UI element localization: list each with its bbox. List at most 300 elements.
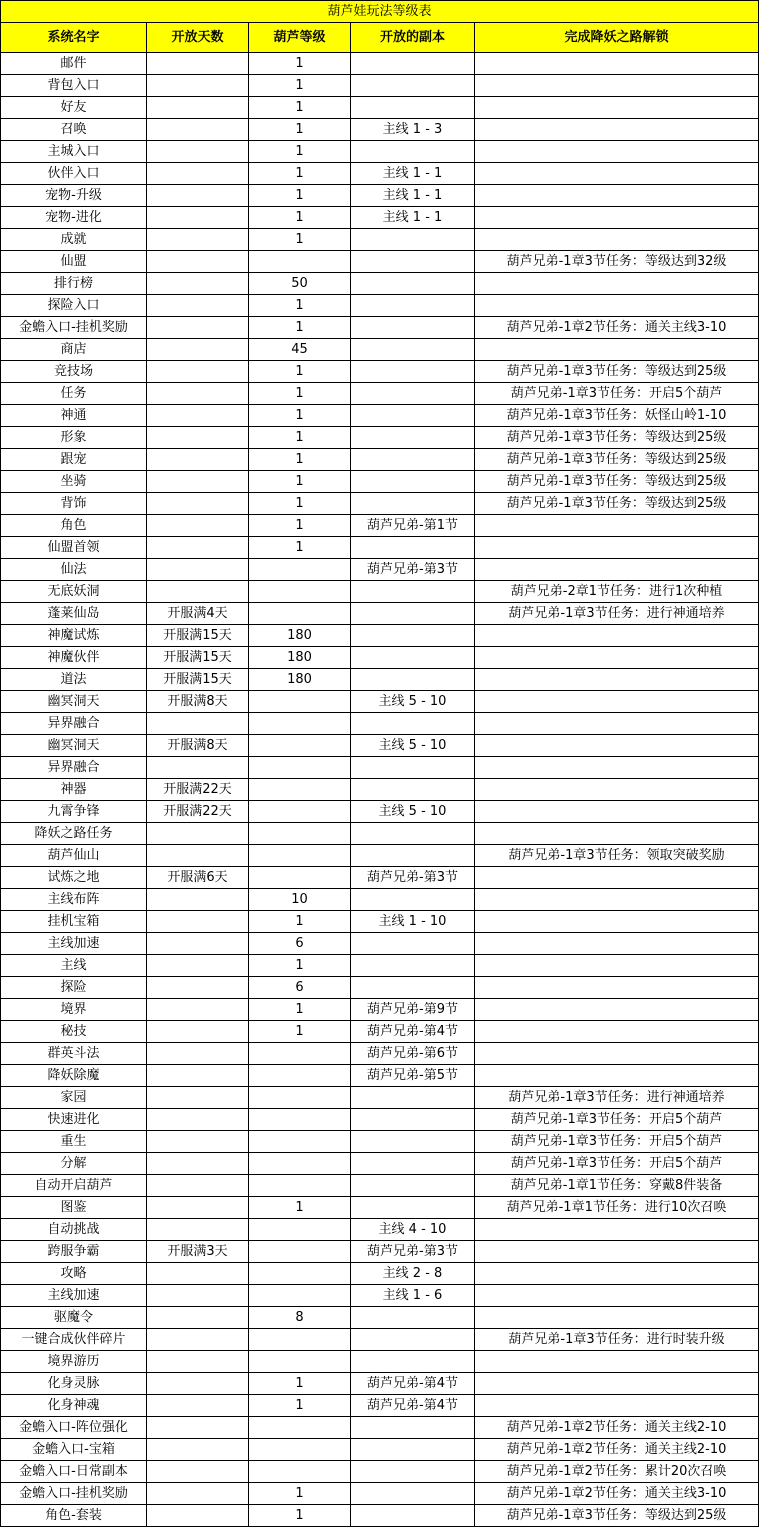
dungeon-cell: 葫芦兄弟-第4节 [351,1373,475,1395]
unlock-task-cell [475,1043,759,1065]
gourd-level-cell: 1 [249,295,351,317]
system-name-cell: 宠物-进化 [1,207,147,229]
system-name-cell: 境界 [1,999,147,1021]
table-row [1,867,759,889]
gourd-level-cell [249,1087,351,1109]
system-name-cell: 任务 [1,383,147,405]
unlock-task-cell [475,339,759,361]
table-row [1,933,759,955]
open-days-cell [147,493,249,515]
system-name-cell: 主线布阵 [1,889,147,911]
dungeon-cell [351,1153,475,1175]
gourd-level-cell: 1 [249,1373,351,1395]
dungeon-cell: 主线 1 - 10 [351,911,475,933]
system-name-cell: 一键合成伙伴碎片 [1,1329,147,1351]
system-name-cell: 驱魔令 [1,1307,147,1329]
system-name-cell: 神魔试炼 [1,625,147,647]
gourd-level-cell [249,1153,351,1175]
dungeon-cell [351,1351,475,1373]
gourd-level-cell [249,757,351,779]
open-days-cell [147,449,249,471]
system-name-cell: 金蟾入口-挂机奖励 [1,1483,147,1505]
unlock-task-cell: 葫芦兄弟-1章3节任务：等级达到25级 [475,471,759,493]
dungeon-cell: 主线 2 - 8 [351,1263,475,1285]
dungeon-cell: 葫芦兄弟-第5节 [351,1065,475,1087]
table-row [1,185,759,207]
table-row [1,1043,759,1065]
table-body [1,53,759,1527]
open-days-cell: 开服满15天 [147,647,249,669]
unlock-task-cell: 葫芦兄弟-1章3节任务：进行时装升级 [475,1329,759,1351]
table-row [1,295,759,317]
open-days-cell [147,383,249,405]
gourd-level-cell: 1 [249,185,351,207]
system-name-cell: 道法 [1,669,147,691]
open-days-cell [147,581,249,603]
open-days-cell [147,845,249,867]
gourd-level-cell [249,603,351,625]
table-row [1,823,759,845]
table-row [1,1483,759,1505]
open-days-cell [147,1263,249,1285]
table-row [1,603,759,625]
system-name-cell: 秘技 [1,1021,147,1043]
open-days-cell [147,1439,249,1461]
unlock-task-cell: 葫芦兄弟-1章2节任务：累计20次召唤 [475,1461,759,1483]
system-name-cell: 九霄争锋 [1,801,147,823]
system-name-cell: 降妖除魔 [1,1065,147,1087]
system-name-cell: 挂机宝箱 [1,911,147,933]
unlock-task-cell [475,889,759,911]
unlock-task-cell [475,757,759,779]
gourd-level-cell [249,1043,351,1065]
dungeon-cell: 主线 1 - 1 [351,207,475,229]
system-name-cell: 坐骑 [1,471,147,493]
open-days-cell [147,1483,249,1505]
open-days-cell [147,53,249,75]
system-name-cell: 金蟾入口-阵位强化 [1,1417,147,1439]
table-row [1,1197,759,1219]
title-row [1,1,759,23]
unlock-task-cell [475,823,759,845]
open-days-cell [147,1329,249,1351]
system-name-cell: 神通 [1,405,147,427]
gourd-level-cell: 1 [249,207,351,229]
dungeon-cell [351,427,475,449]
open-days-cell [147,273,249,295]
table-row [1,53,759,75]
system-name-cell: 葫芦仙山 [1,845,147,867]
dungeon-cell [351,955,475,977]
table-row [1,1439,759,1461]
unlock-task-cell: 葫芦兄弟-1章2节任务：通关主线3-10 [475,1483,759,1505]
system-name-cell: 神魔伙伴 [1,647,147,669]
system-name-cell: 幽冥洞天 [1,691,147,713]
open-days-cell [147,427,249,449]
open-days-cell [147,999,249,1021]
dungeon-cell: 主线 1 - 1 [351,185,475,207]
dungeon-cell [351,1505,475,1527]
unlock-task-cell [475,1219,759,1241]
dungeon-cell [351,757,475,779]
gourd-level-cell [249,1329,351,1351]
table-row [1,1329,759,1351]
table-row [1,977,759,999]
unlock-task-cell: 葫芦兄弟-1章3节任务：开启5个葫芦 [475,1109,759,1131]
table-row [1,1109,759,1131]
open-days-cell [147,405,249,427]
table-row [1,97,759,119]
unlock-task-cell [475,933,759,955]
table-row [1,559,759,581]
unlock-task-cell: 葫芦兄弟-1章3节任务：等级达到25级 [475,449,759,471]
gourd-level-cell [249,1131,351,1153]
unlock-task-cell [475,779,759,801]
table-row [1,999,759,1021]
unlock-task-cell [475,1307,759,1329]
unlock-task-cell [475,229,759,251]
unlock-task-cell [475,163,759,185]
gourd-level-cell [249,1109,351,1131]
system-name-cell: 分解 [1,1153,147,1175]
dungeon-cell: 葫芦兄弟-第9节 [351,999,475,1021]
open-days-cell [147,163,249,185]
system-name-cell: 蓬莱仙岛 [1,603,147,625]
dungeon-cell: 葫芦兄弟-第3节 [351,867,475,889]
table-row [1,1175,759,1197]
open-days-cell [147,97,249,119]
unlock-task-cell [475,1021,759,1043]
open-days-cell [147,1373,249,1395]
system-name-cell: 境界游历 [1,1351,147,1373]
dungeon-cell [351,889,475,911]
gourd-level-cell: 1 [249,449,351,471]
open-days-cell [147,1153,249,1175]
dungeon-cell [351,581,475,603]
dungeon-cell [351,53,475,75]
dungeon-cell [351,317,475,339]
gourd-level-cell: 180 [249,647,351,669]
unlock-task-cell [475,911,759,933]
table-row [1,1395,759,1417]
system-name-cell: 好友 [1,97,147,119]
open-days-cell [147,889,249,911]
open-days-cell [147,1043,249,1065]
system-name-cell: 试炼之地 [1,867,147,889]
system-name-cell: 角色 [1,515,147,537]
gourd-level-cell [249,823,351,845]
unlock-task-cell [475,185,759,207]
header-row [1,23,759,53]
gourd-level-cell: 1 [249,911,351,933]
gourd-level-cell: 1 [249,1395,351,1417]
gourd-level-cell: 1 [249,229,351,251]
open-days-cell [147,361,249,383]
unlock-task-cell: 葫芦兄弟-1章3节任务：进行神通培养 [475,1087,759,1109]
dungeon-cell [351,1109,475,1131]
open-days-cell: 开服满4天 [147,603,249,625]
system-name-cell: 主城入口 [1,141,147,163]
dungeon-cell: 主线 1 - 3 [351,119,475,141]
open-days-cell [147,185,249,207]
dungeon-cell [351,449,475,471]
open-days-cell [147,295,249,317]
gourd-level-cell [249,251,351,273]
table-row [1,383,759,405]
gourd-level-cell: 1 [249,97,351,119]
dungeon-cell [351,141,475,163]
gourd-level-cell: 1 [249,1483,351,1505]
dungeon-cell [351,1329,475,1351]
open-days-cell [147,823,249,845]
dungeon-cell [351,1175,475,1197]
dungeon-cell [351,273,475,295]
table-row [1,537,759,559]
system-name-cell: 竞技场 [1,361,147,383]
table-row [1,1065,759,1087]
gourd-level-cell [249,1439,351,1461]
open-days-cell: 开服满3天 [147,1241,249,1263]
system-name-cell: 金蟾入口-宝箱 [1,1439,147,1461]
table-row [1,889,759,911]
unlock-task-cell [475,1285,759,1307]
gourd-level-cell [249,779,351,801]
gourd-level-cell: 8 [249,1307,351,1329]
system-name-cell: 成就 [1,229,147,251]
dungeon-cell [351,229,475,251]
table-row [1,845,759,867]
open-days-cell: 开服满8天 [147,735,249,757]
dungeon-cell: 主线 1 - 6 [351,1285,475,1307]
dungeon-cell [351,779,475,801]
unlock-task-cell [475,713,759,735]
gourd-level-cell: 1 [249,361,351,383]
gourd-level-cell: 1 [249,1197,351,1219]
unlock-task-cell: 葫芦兄弟-1章3节任务：进行神通培养 [475,603,759,625]
unlock-task-cell: 葫芦兄弟-1章1节任务：穿戴8件装备 [475,1175,759,1197]
system-name-cell: 邮件 [1,53,147,75]
open-days-cell [147,537,249,559]
open-days-cell [147,339,249,361]
open-days-cell: 开服满15天 [147,669,249,691]
table-row [1,163,759,185]
unlock-task-cell [475,537,759,559]
table-row [1,779,759,801]
dungeon-cell [351,713,475,735]
open-days-cell [147,1197,249,1219]
dungeon-cell [351,295,475,317]
open-days-cell [147,1395,249,1417]
system-name-cell: 降妖之路任务 [1,823,147,845]
gourd-level-cell: 1 [249,427,351,449]
system-name-cell: 快速进化 [1,1109,147,1131]
open-days-cell [147,911,249,933]
open-days-cell [147,229,249,251]
unlock-task-cell: 葫芦兄弟-1章3节任务：等级达到25级 [475,427,759,449]
dungeon-cell [351,933,475,955]
gourd-level-cell: 180 [249,669,351,691]
col-header-gourd-level: 葫芦等级 [249,23,351,53]
gourd-level-cell [249,867,351,889]
open-days-cell [147,1307,249,1329]
dungeon-cell [351,1087,475,1109]
system-name-cell: 探险 [1,977,147,999]
unlock-task-cell: 葫芦兄弟-1章2节任务：通关主线3-10 [475,317,759,339]
table-row [1,339,759,361]
gourd-level-cell: 1 [249,383,351,405]
open-days-cell [147,251,249,273]
table-row [1,1417,759,1439]
gourd-level-cell: 1 [249,1505,351,1527]
dungeon-cell [351,669,475,691]
gourd-level-cell: 1 [249,317,351,339]
system-name-cell: 攻略 [1,1263,147,1285]
table-row [1,691,759,713]
unlock-task-cell: 葫芦兄弟-1章1节任务：进行10次召唤 [475,1197,759,1219]
dungeon-cell: 葫芦兄弟-第4节 [351,1021,475,1043]
dungeon-cell [351,1417,475,1439]
dungeon-cell [351,97,475,119]
gourd-level-cell [249,1065,351,1087]
open-days-cell [147,1131,249,1153]
table-row [1,1285,759,1307]
unlock-task-cell: 葫芦兄弟-1章3节任务：开启5个葫芦 [475,1153,759,1175]
table-row [1,1263,759,1285]
open-days-cell [147,1109,249,1131]
system-name-cell: 无底妖洞 [1,581,147,603]
system-name-cell: 异界融合 [1,713,147,735]
open-days-cell: 开服满22天 [147,779,249,801]
dungeon-cell [351,1439,475,1461]
unlock-task-cell [475,559,759,581]
gourd-level-cell: 6 [249,977,351,999]
unlock-task-cell: 葫芦兄弟-1章2节任务：通关主线2-10 [475,1439,759,1461]
unlock-task-cell [475,97,759,119]
system-name-cell: 宠物-升级 [1,185,147,207]
system-name-cell: 召唤 [1,119,147,141]
gourd-level-cell: 1 [249,999,351,1021]
gourd-level-cell: 50 [249,273,351,295]
gourd-level-cell: 10 [249,889,351,911]
unlock-task-cell [475,273,759,295]
system-name-cell: 仙盟首领 [1,537,147,559]
open-days-cell [147,1087,249,1109]
open-days-cell [147,1351,249,1373]
gourd-level-cell: 1 [249,471,351,493]
dungeon-cell [351,845,475,867]
unlock-task-cell [475,1395,759,1417]
open-days-cell: 开服满8天 [147,691,249,713]
table-row [1,317,759,339]
system-name-cell: 仙盟 [1,251,147,273]
gourd-level-cell [249,1263,351,1285]
unlock-task-cell [475,735,759,757]
gourd-level-cell [249,801,351,823]
table-row [1,207,759,229]
gourd-level-cell: 1 [249,955,351,977]
table-row [1,1219,759,1241]
unlock-task-cell [475,647,759,669]
open-days-cell [147,471,249,493]
dungeon-cell: 主线 5 - 10 [351,735,475,757]
dungeon-cell [351,251,475,273]
open-days-cell [147,977,249,999]
table-row [1,1461,759,1483]
unlock-task-cell: 葫芦兄弟-1章3节任务：妖怪山岭1-10 [475,405,759,427]
dungeon-cell: 葫芦兄弟-第1节 [351,515,475,537]
dungeon-cell [351,977,475,999]
gourd-level-cell [249,1219,351,1241]
system-name-cell: 仙法 [1,559,147,581]
dungeon-cell: 葫芦兄弟-第3节 [351,559,475,581]
dungeon-cell [351,361,475,383]
system-name-cell: 排行榜 [1,273,147,295]
system-name-cell: 金蟾入口-挂机奖励 [1,317,147,339]
dungeon-cell: 葫芦兄弟-第3节 [351,1241,475,1263]
unlock-task-cell [475,53,759,75]
gourd-level-cell: 1 [249,53,351,75]
table-row [1,405,759,427]
gourd-level-cell [249,1461,351,1483]
gourd-level-cell: 1 [249,119,351,141]
open-days-cell [147,515,249,537]
system-name-cell: 自动挑战 [1,1219,147,1241]
unlock-task-cell [475,1373,759,1395]
gourd-level-cell: 1 [249,537,351,559]
system-name-cell: 背饰 [1,493,147,515]
unlock-task-cell [475,515,759,537]
gourd-level-cell [249,581,351,603]
gourd-level-cell [249,691,351,713]
dungeon-cell [351,471,475,493]
table-row [1,449,759,471]
table-row [1,273,759,295]
dungeon-cell [351,1307,475,1329]
dungeon-cell: 主线 4 - 10 [351,1219,475,1241]
system-name-cell: 主线加速 [1,933,147,955]
unlock-task-cell: 葫芦兄弟-1章3节任务：领取突破奖励 [475,845,759,867]
open-days-cell [147,955,249,977]
table-row [1,1505,759,1527]
unlock-task-cell [475,295,759,317]
dungeon-cell: 主线 1 - 1 [351,163,475,185]
dungeon-cell [351,75,475,97]
system-name-cell: 探险入口 [1,295,147,317]
gourd-level-cell [249,559,351,581]
table-row [1,647,759,669]
table-row [1,757,759,779]
dungeon-cell [351,625,475,647]
col-header-open-days: 开放天数 [147,23,249,53]
unlock-task-cell: 葫芦兄弟-1章3节任务：等级达到25级 [475,1505,759,1527]
dungeon-cell: 主线 5 - 10 [351,691,475,713]
system-name-cell: 群英斗法 [1,1043,147,1065]
gourd-level-cell: 6 [249,933,351,955]
unlock-task-cell [475,999,759,1021]
unlock-task-cell [475,119,759,141]
system-name-cell: 金蟾入口-日常副本 [1,1461,147,1483]
system-name-cell: 幽冥洞天 [1,735,147,757]
unlock-task-cell [475,75,759,97]
open-days-cell: 开服满6天 [147,867,249,889]
dungeon-cell [351,1131,475,1153]
table-row [1,119,759,141]
open-days-cell [147,1461,249,1483]
open-days-cell: 开服满15天 [147,625,249,647]
dungeon-cell [351,823,475,845]
unlock-task-cell [475,1263,759,1285]
dungeon-cell [351,383,475,405]
